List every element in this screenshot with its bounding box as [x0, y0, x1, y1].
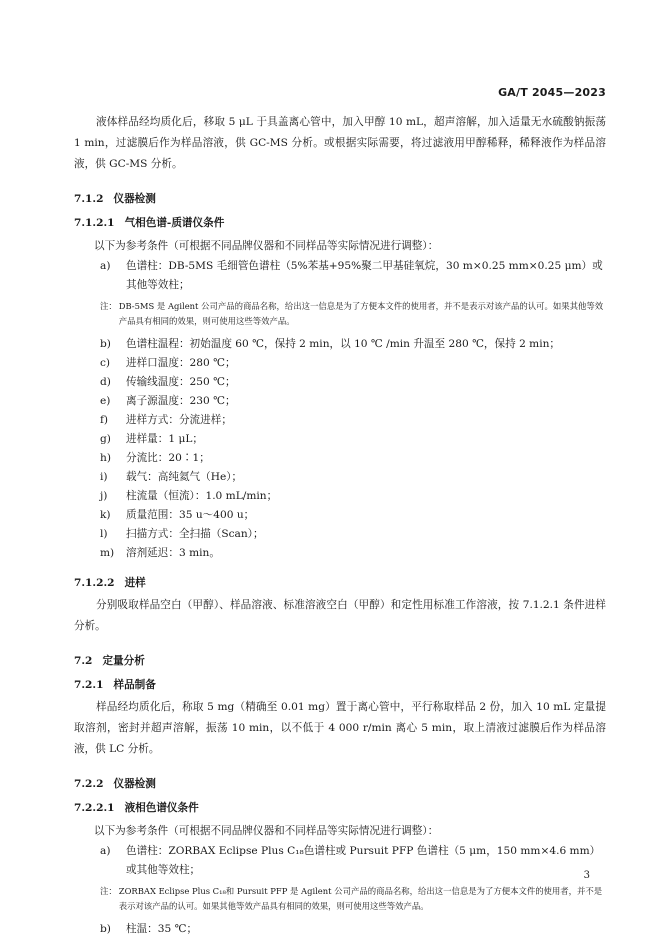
list-item [100, 392, 606, 411]
list-item [100, 525, 606, 544]
intro-paragraph: 液体样品经均质化后，移取 5 μL 于具盖离心管中，加入甲醇 10 mL，超声溶解，加入适量无水硫酸钠振荡 1 min，过滤膜后作为样品溶液，供 GC-MS 分析。或根据实际需要，将过滤液用甲醇稀释，稀释液作为样品溶液，供 GC-MS 分析。 [74, 116, 606, 170]
section-number: 7.2.2.1 [74, 802, 115, 814]
section-heading-7-1-2-1 [74, 213, 606, 233]
section-title: 液相色谱仪条件 [124, 802, 199, 814]
list-text: 离子源温度：230 ℃； [126, 395, 236, 407]
list-text: 传输线温度：250 ℃； [126, 376, 236, 388]
section-heading-7-1-2 [74, 189, 606, 209]
note-label: 注： [100, 886, 117, 896]
note-block [100, 299, 606, 329]
list-item [100, 449, 606, 468]
section-number: 7.1.2.1 [74, 217, 115, 229]
list-text: 载气：高纯氦气（He）； [126, 471, 243, 483]
list-item [100, 354, 606, 373]
list-text: 扫描方式：全扫描（Scan）； [126, 528, 264, 540]
list-item [100, 920, 606, 939]
list-item [100, 430, 606, 449]
section-title: 进样 [124, 577, 146, 589]
list-label: g) [100, 433, 111, 445]
list-label: a) [100, 845, 111, 857]
list-text: 质量范围：35 u～400 u； [126, 509, 255, 521]
list-text: 溶剂延迟：3 min。 [126, 547, 220, 559]
note-block [100, 884, 606, 914]
section-title: 气相色谱-质谱仪条件 [124, 217, 225, 229]
list-text: 色谱柱：ZORBAX Eclipse Plus C₁₈色谱柱或 Pursuit PFP 色谱柱（5 μm，150 mm×4.6 mm）或其他等效柱； [126, 845, 601, 876]
section-title: 样品制备 [113, 679, 156, 691]
list-item [100, 544, 606, 563]
gc-conditions-intro: 以下为参考条件（可根据不同品牌仪器和不同样品等实际情况进行调整）： [94, 240, 439, 252]
section-number: 7.1.2 [74, 193, 104, 205]
section-title: 定量分析 [102, 655, 145, 667]
standard-number: GA/T 2045—2023 [498, 86, 606, 99]
list-text: 分流比：20∶1； [126, 452, 210, 464]
list-label: k) [100, 509, 111, 521]
lc-conditions-intro: 以下为参考条件（可根据不同品牌仪器和不同样品等实际情况进行调整）： [94, 825, 439, 837]
list-text: 进样方式：分流进样； [126, 414, 232, 426]
list-item [100, 468, 606, 487]
list-item [100, 257, 606, 295]
note-label: 注： [100, 301, 117, 311]
section-heading-7-2 [74, 651, 606, 671]
list-label: l) [100, 528, 108, 540]
section-heading-7-2-2-1 [74, 798, 606, 818]
note-text: DB-5MS 是 Agilent 公司产品的商品名称，给出这一信息是为了方便本文件的使用者，并不是表示对该产品的认可。如果其他等效产品具有相同的效果，则可使用这些等效产品。 [118, 301, 604, 326]
injection-paragraph: 分别吸取样品空白（甲醇）、样品溶液、标准溶液空白（甲醇）和定性用标准工作溶液，按 7.1.2.1 条件进样分析。 [74, 599, 606, 632]
list-item [100, 506, 606, 525]
section-number: 7.2.2 [74, 778, 104, 790]
list-label: b) [100, 338, 111, 350]
list-text: 进样量：1 μL； [126, 433, 203, 445]
list-label: b) [100, 923, 111, 935]
list-label: j) [100, 490, 108, 502]
list-text: 色谱柱温程：初始温度 60 ℃，保持 2 min，以 10 ℃ /min 升温至 280 ℃，保持 2 min； [126, 338, 561, 350]
list-item [100, 373, 606, 392]
section-number: 7.2.1 [74, 679, 104, 691]
page-number: 3 [583, 870, 590, 881]
list-text: 进样口温度：280 ℃； [126, 357, 236, 369]
section-title: 仪器检测 [113, 778, 156, 790]
section-number: 7.1.2.2 [74, 577, 115, 589]
list-item [100, 335, 606, 354]
sample-prep-paragraph: 样品经均质化后，称取 5 mg（精确至 0.01 mg）置于离心管中，平行称取样品 2 份，加入 10 mL 定量提取溶剂，密封并超声溶解，振荡 10 min，以不低于 4 000 r/min 离心 5 min，取上清液过滤膜后作为样品溶液，供 LC 分析。 [74, 701, 606, 755]
list-text: 柱温：35 ℃； [126, 923, 198, 935]
list-text: 柱流量（恒流）：1.0 mL/min； [126, 490, 278, 502]
list-label: e) [100, 395, 111, 407]
note-text: ZORBAX Eclipse Plus C₁₈和 Pursuit PFP 是 Agilent 公司产品的商品名称，给出这一信息是为了方便本文件的使用者，并不是表示对该产品的认可。如果其他等效产品具有相同的效果，则可使用这些等效产品。 [118, 886, 603, 911]
list-item [100, 487, 606, 506]
list-item [100, 842, 606, 880]
page-content [74, 112, 606, 939]
list-label: m) [100, 547, 115, 559]
list-label: i) [100, 471, 108, 483]
section-heading-7-2-1 [74, 675, 606, 695]
section-number: 7.2 [74, 655, 93, 667]
list-text: 色谱柱：DB-5MS 毛细管色谱柱（5%苯基+95%聚二甲基硅氧烷，30 m×0.25 mm×0.25 μm）或其他等效柱； [126, 260, 603, 291]
list-label: f) [100, 414, 109, 426]
list-item [100, 411, 606, 430]
list-label: c) [100, 357, 111, 369]
section-title: 仪器检测 [113, 193, 156, 205]
gc-conditions-list [74, 335, 606, 563]
list-label: a) [100, 260, 111, 272]
section-heading-7-1-2-2 [74, 573, 606, 593]
list-label: h) [100, 452, 111, 464]
section-heading-7-2-2 [74, 774, 606, 794]
list-label: d) [100, 376, 111, 388]
